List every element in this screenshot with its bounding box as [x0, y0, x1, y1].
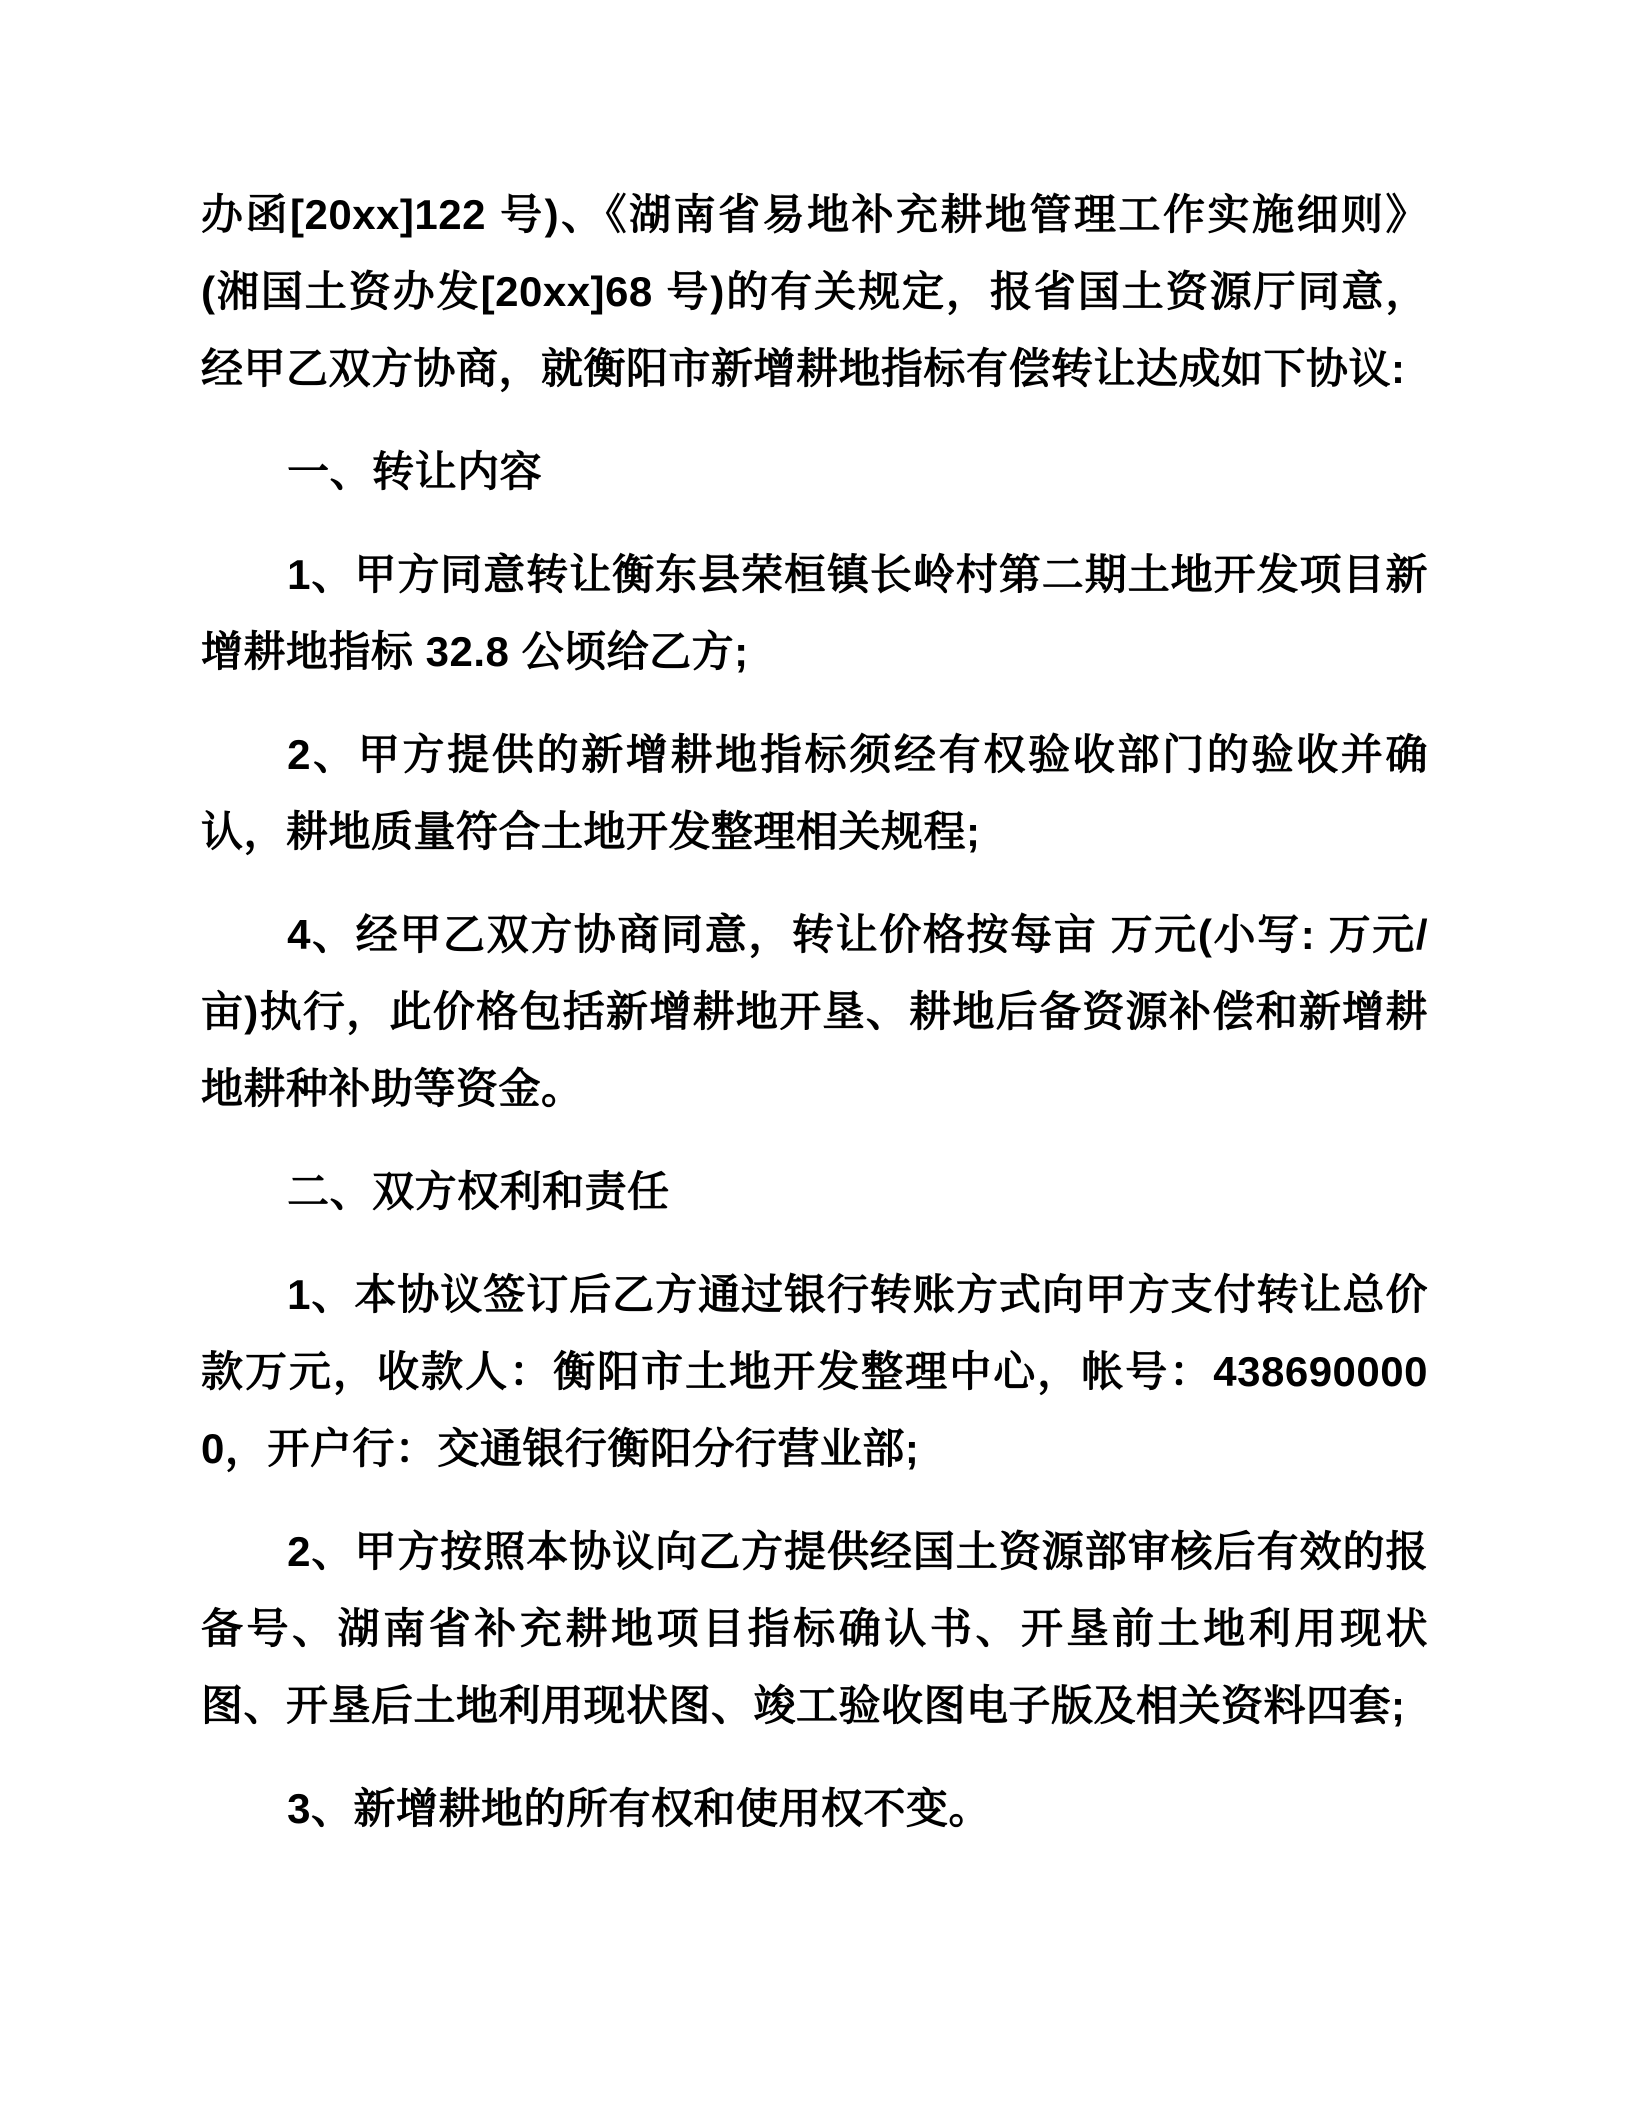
paragraph: 2、甲方提供的新增耕地指标须经有权验收部门的验收并确认，耕地质量符合土地开发整理相关规程;	[201, 731, 1428, 855]
section-heading: 一、转让内容	[287, 448, 543, 495]
paragraph: 1、本协议签订后乙方通过银行转账方式向甲方支付转让总价款万元，收款人：衡阳市土地开发整理中心，帐号：4386900000，开户行：交通银行衡阳分行营业部;	[201, 1271, 1428, 1472]
section-heading: 二、双方权利和责任	[287, 1168, 670, 1215]
paragraph: 3、新增耕地的所有权和使用权不变。	[287, 1785, 991, 1832]
paragraph: 2、甲方按照本协议向乙方提供经国土资源部审核后有效的报备号、湖南省补充耕地项目指标确认书、开垦前土地利用现状图、开垦后土地利用现状图、竣工验收图电子版及相关资料四套;	[201, 1528, 1428, 1729]
paragraph: 1、甲方同意转让衡东县荣桓镇长岭村第二期土地开发项目新增耕地指标 32.8 公顷给乙方;	[201, 551, 1428, 675]
paragraph: 办函[20xx]122 号)、《湖南省易地补充耕地管理工作实施细则》(湘国土资办发[20xx]68 号)的有关规定，报省国土资源厅同意，经甲乙双方协商，就衡阳市新增耕地指标有偿转让达成如下协议:	[201, 191, 1428, 392]
paragraph: 4、经甲乙双方协商同意，转让价格按每亩 万元(小写: 万元/亩)执行，此价格包括新增耕地开垦、耕地后备资源补偿和新增耕地耕种补助等资金。	[201, 911, 1428, 1112]
